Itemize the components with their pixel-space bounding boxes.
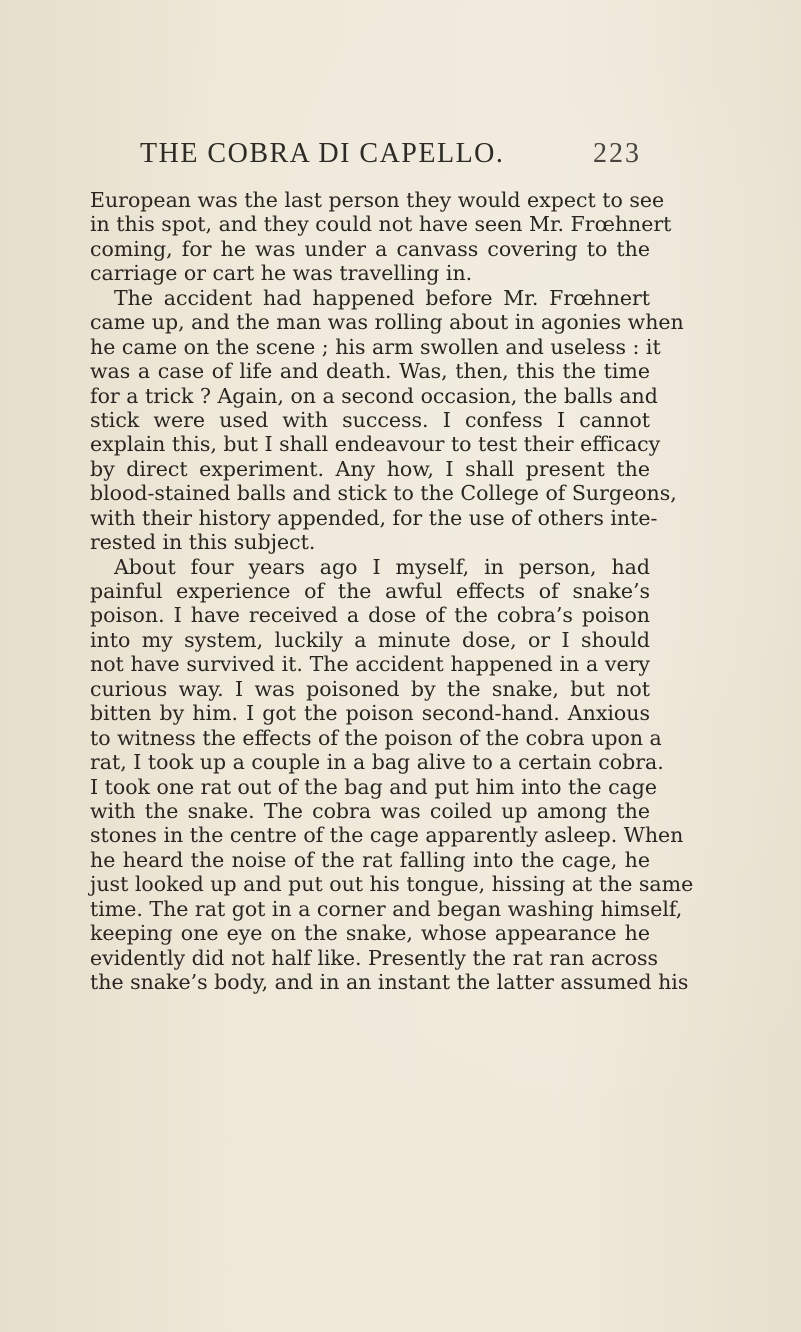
text-line: the snake’s body, and in an instant the latter assumed his bbox=[90, 970, 689, 994]
text-line: stones in the centre of the cage apparently asleep. When bbox=[90, 823, 684, 848]
text-line: About four years ago I myself, in person, had bbox=[114, 554, 650, 579]
text-line: stick were used with success. I confess I cannot bbox=[90, 407, 650, 432]
page-number: 223 bbox=[593, 138, 641, 169]
text-line: for a trick ? Again, on a second occasion, the balls and bbox=[90, 383, 658, 408]
text-line: keeping one eye on the snake, whose appearance he bbox=[90, 921, 650, 946]
text-line: carriage or cart he was travelling in. bbox=[90, 261, 473, 286]
text-line: poison. I have received a dose of the cobra’s poison bbox=[90, 603, 650, 628]
text-line: not have survived it. The accident happened in a very bbox=[90, 652, 650, 677]
text-line: curious way. I was poisoned by the snake, but not bbox=[90, 676, 650, 701]
text-line: came up, and the man was rolling about in agonies when bbox=[90, 310, 684, 335]
text-line: coming, for he was under a canvass covering to the bbox=[90, 236, 650, 261]
text-line: he came on the scene ; his arm swollen and useless : it bbox=[90, 334, 661, 359]
text-line: painful experience of the awful effects of snake’s bbox=[90, 579, 650, 603]
body-text bbox=[90, 188, 694, 994]
text-line: evidently did not half like. Presently the rat ran across bbox=[90, 945, 658, 970]
text-line: in this spot, and they could not have seen Mr. Frœhnert bbox=[90, 212, 672, 237]
running-title: THE COBRA DI CAPELLO. bbox=[140, 138, 505, 169]
text-line: explain this, but I shall endeavour to test their efficacy bbox=[90, 432, 661, 457]
text-line: blood-stained balls and stick to the College of Surgeons, bbox=[90, 481, 677, 506]
text-line: into my system, luckily a minute dose, or I should bbox=[90, 627, 650, 652]
text-line: rested in this subject. bbox=[90, 530, 316, 555]
text-line: European was the last person they would expect to see bbox=[90, 188, 665, 212]
text-line: just looked up and put out his tongue, hissing at the same bbox=[90, 872, 694, 897]
text-line: by direct experiment. Any how, I shall present the bbox=[90, 456, 650, 481]
text-line: he heard the noise of the rat falling into the cage, he bbox=[90, 847, 650, 872]
text-line: The accident had happened before Mr. Frœhnert bbox=[114, 285, 650, 310]
text-line: with the snake. The cobra was coiled up among the bbox=[90, 798, 650, 823]
text-line: rat, I took up a couple in a bag alive to a certain cobra. bbox=[90, 750, 664, 775]
text-line: I took one rat out of the bag and put him into the cage bbox=[90, 774, 658, 799]
text-line: bitten by him. I got the poison second-hand. Anxious bbox=[90, 701, 650, 726]
running-head bbox=[0, 138, 801, 178]
text-line: time. The rat got in a corner and began washing himself, bbox=[90, 896, 683, 921]
text-line: was a case of life and death. Was, then, this the time bbox=[90, 359, 650, 384]
text-line: with their history appended, for the use of others inte- bbox=[90, 505, 658, 530]
text-line: to witness the effects of the poison of the cobra upon a bbox=[90, 725, 662, 750]
